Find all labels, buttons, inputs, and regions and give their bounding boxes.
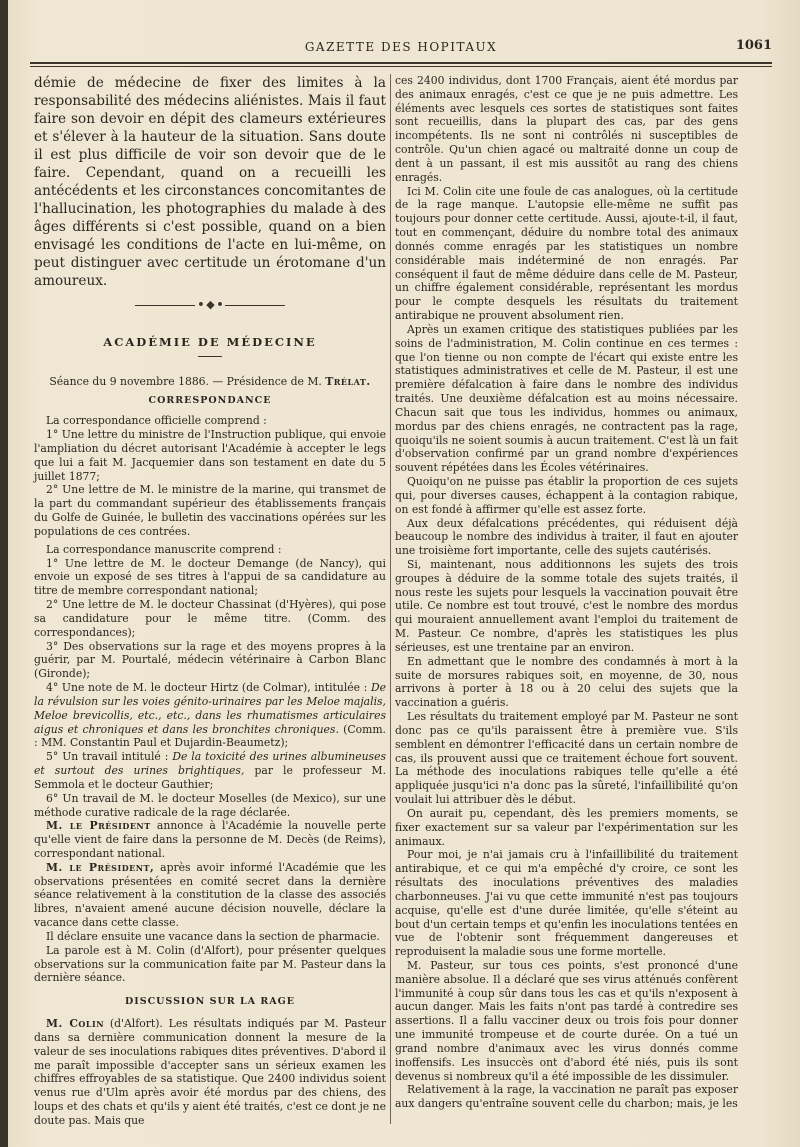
body-paragraph: M. Pasteur, sur tous ces points, s'est prononcé d'une manière absolue. Il a déclaré que ses virus atténués confèrent l'immunité à coup sûr dans tous les cas et qu'ils n'exposent à aucun danger. Mais les faits n'ont pas tardé à contredire ses assertions. Il a fallu vacciner deux ou trois fois pour donner une immunité trompeuse et de courte durée. On a tué un grand nombre d'animaux avec les virus donnés comme inoffensifs. Les insuccès ont d'abord été niés, puis ils sont devenus si nombreux qu'il a été impossible de les dissimuler. [395,959,738,1083]
section-title: ACADÉMIE DE MÉDECINE [103,334,317,349]
body-paragraph: ces 2400 individus, dont 1700 Français, aient été mordus par des animaux enragés, c'est ce que je ne puis admettre. Les éléments avec lesquels ces sortes de statistiques sont faites sont recueillis, dans la plupart des cas, par des gens incompétents. Ils ne sont ni contrôlés ni susceptibles de contrôle. Qu'un chien agacé ou maltraité donne un coup de dent à un passant, il est mis aussitôt au rang des chiens enragés. [395,74,738,184]
official-item: 2° Une lettre de M. le ministre de la marine, qui transmet de la part du commandant supérieur des établissements français du Golfe de Guinée, le bulletin des vaccinations opérées sur les populations de ces contrées. [34,483,386,538]
header-rule [30,62,772,64]
subheading-correspondance: CORRESPONDANCE [148,395,272,407]
colin-speech: M. Colin (d'Alfort). Les résultats indiqués par M. Pasteur dans sa dernière communication donnent la mesure de la valeur de ses inoculations rabiques dites préventives. D'abord il me paraît impossible d'accepter sans un sérieux examen les chiffres effroyables de sa statistique. Que 2400 individus soient venus rue d'Ulm après avoir été mordus par des chiens, des loups et des chats et qu'ils y aient été traités, c'est ce dont je ne doute pas. Mais que [34,1017,387,1127]
page-binding-edge [0,0,8,1147]
president-vacancy: M. le Président, après avoir informé l'Académie que les observations présentées en comité secret dans la dernière séance relativement à la constitution de la classe des associés libres, n'avaient amené aucune décision nouvelle, déclare la vacance dans cette classe. [34,860,386,930]
body-paragraph: Aux deux défalcations précédentes, qui réduisent déjà beaucoup le nombre des individus à traiter, il faut en ajouter une troisième fort importante, celle des sujets cautérisés. [395,516,738,558]
body-paragraph: Quoiqu'on ne puisse pas établir la proportion de ces sujets qui, pour diverses causes, échappent à la contagion rabique, on est fondé à affirmer qu'elle est assez forte. [395,475,738,516]
title-rule [198,356,222,357]
body-paragraph: Les résultats du traitement employé par M. Pasteur ne sont donc pas ce qu'ils paraissent être à première vue. S'ils semblent en démontrer l'efficacité dans un certain nombre de cas, ils prouvent aussi que ce traitement échoue fort souvent. La méthode des inoculations rabiques telle qu'elle a été appliquée jusqu'ici n'a donc pas la sûreté, l'infaillibilité qu'on voulait lui attribuer dès le début. [395,710,738,807]
body-paragraph: On aurait pu, cependant, dès les premiers moments, se fixer exactement sur sa valeur par l'expérimentation sur les animaux. [395,806,738,848]
manuscript-item-5: 5° Un travail intitulé : De la toxicité des urines albumineuses et surtout des urines brightiques, par le professeur M. Semmola et le docteur Gauthier; [34,750,387,791]
manuscript-item-6: 6° Un travail de M. le docteur Moselles (de Mexico), sur une méthode curative radicale de la rage déclarée. [34,791,386,819]
running-header [30,36,772,58]
section-ornament: • ◆ • [34,298,386,312]
right-column [395,74,738,1111]
manuscript-item: 3° Des observations sur la rage et des moyens propres à la guérir, par M. Pourtalé, médecin vétérinaire à Carbon Blanc (Gironde); [34,639,386,681]
body-paragraph: Si, maintenant, nous additionnons les sujets des trois groupes à déduire de la somme totale des sujets traités, il nous reste les sujets pour lesquels la vaccination pouvait être utile. Ce nombre est tout trouvé, c'est le nombre des mordus qui mouraient annuellement avant l'emploi du traitement de M. Pasteur. Ce nombre, d'après les statistiques les plus sérieuses, est une trentaine par an environ. [395,557,738,654]
intro-paragraph: démie de médecine de fixer des limites à la responsabilité des médecins aliénistes. Mais il faut faire son devoir en dépit des clameurs extérieures et s'élever à la hauteur de la situation. Sans doute il est plus difficile de voir son devoir que de le faire. Cependant, quand on a recueilli les antécédents et les circonstances concomitantes de l'hallucination, les photographies du malade à des âges différents si c'est possible, quand on a bien envisagé les conditions de l'acte en lui-même, on peut distinguer avec certitude un érotomane d'un amoureux. [34,75,386,289]
body-paragraph: Après un examen critique des statistiques publiées par les soins de l'administration, M. Colin continue en ces termes : que l'on tienne ou non compte de l'écart qui existe entre les statistiques administratives et celle de M. Pasteur, il est une première défalcation à faire dans le nombre des individus traités. Une deuxième défalcation est au moins nécessaire. Chacun sait que tous les individus, hommes ou animaux, mordus par des chiens enragés, ne contractent pas la rage, quoiqu'ils ne soient soumis à aucun traitement. C'est là un fait d'observation confirmé par un grand nombre d'expériences souvent répétées dans les Écoles vétérinaires. [395,322,738,475]
body-paragraph: En admettant que le nombre des condamnés à mort à la suite de morsures rabiques soit, en moyenne, de 30, nous arrivons à porter à 18 ou à 20 celui des sujets que la vaccination a guéris. [395,654,738,710]
body-paragraph: Pour moi, je n'ai jamais cru à l'infaillibilité du traitement antirabique, et ce qui m'a empêché d'y croire, ce sont les résultats des inoculations préventives des maladies charbonneuses. J'ai vu que cette immunité n'est pas toujours acquise, qu'elle est d'une durée limitée, qu'elle s'éteint au bout d'un certain temps et qu'enfin les inoculations tentées en vue de l'obtenir sont fréquemment dangereuses et reproduisent la maladie sous une forme mortelle. [395,848,738,959]
column-divider [390,74,391,1124]
body-paragraph: Ici M. Colin cite une foule de cas analogues, où la certitude de la rage manque. L'autopsie elle-même ne suffit pas toujours pour donner cette certitude. Aussi, ajoute-t-il, il faut, tout en commençant, déduire du nombre total des animaux donnés comme enragés par les statistiques un nombre considérable mais indéterminé de non enragés. Par conséquent il faut de même déduire dans celle de M. Pasteur, un chiffre également considérable, représentant les mordus pour le compte desquels les résultats du traitement antirabique ne prouvent absolument rien. [395,184,738,323]
header-title: GAZETTE DES HOPITAUX [304,40,498,54]
official-item: 1° Une lettre du ministre de l'Instruction publique, qui envoie l'ampliation du décret autorisant l'Académie à accepter le legs que lui a fait M. Jacquemier dans son testament en date du 5 juillet 1877; [34,428,386,483]
manuscript-item: 2° Une lettre de M. le docteur Chassinat (d'Hyères), qui pose sa candidature pour le même titre. (Comm. des correspondances); [34,598,386,639]
official-intro: La correspondance officielle comprend : [46,414,267,428]
header-rule-thin [30,66,772,67]
manuscript-item-4: 4° Une note de M. le docteur Hirtz (de Colmar), intitulée : De la révulsion sur les voies génito-urinaires par les Meloe majalis, Meloe brevicollis, etc., etc., dans les rhumatismes articulaires aigus et chroniques et dans les bronchites chroniques. (Comm. : MM. Constantin Paul et Dujardin-Beaumetz); [34,681,386,750]
pharmacy-vacancy: Il déclare ensuite une vacance dans la section de pharmacie. [46,929,380,943]
manuscript-intro: La correspondance manuscrite comprend : [46,542,282,556]
subheading-discussion: DISCUSSION SUR LA RAGE [125,996,295,1008]
president-announcement: M. le Président annonce à l'Académie la nouvelle perte qu'elle vient de faire dans la personne de M. Decès (de Reims), correspondant national. [34,819,386,860]
colin-floor: La parole est à M. Colin (d'Alfort), pour présenter quelques observations sur la communication faite par M. Pasteur dans la dernière séance. [34,943,386,985]
session-line: Séance du 9 novembre 1886. — Présidence de M. Trélat. [49,374,371,388]
manuscript-item: 1° Une lettre de M. le docteur Demange (de Nancy), qui envoie un exposé de ses titres à l'appui de sa candidature au titre de membre correspondant national; [34,556,386,598]
left-column [34,74,386,1128]
page-number: 1061 [735,38,772,53]
body-paragraph: Relativement à la rage, la vaccination ne paraît pas exposer aux dangers qu'entraîne souvent celle du charbon; mais, je les [395,1083,738,1111]
